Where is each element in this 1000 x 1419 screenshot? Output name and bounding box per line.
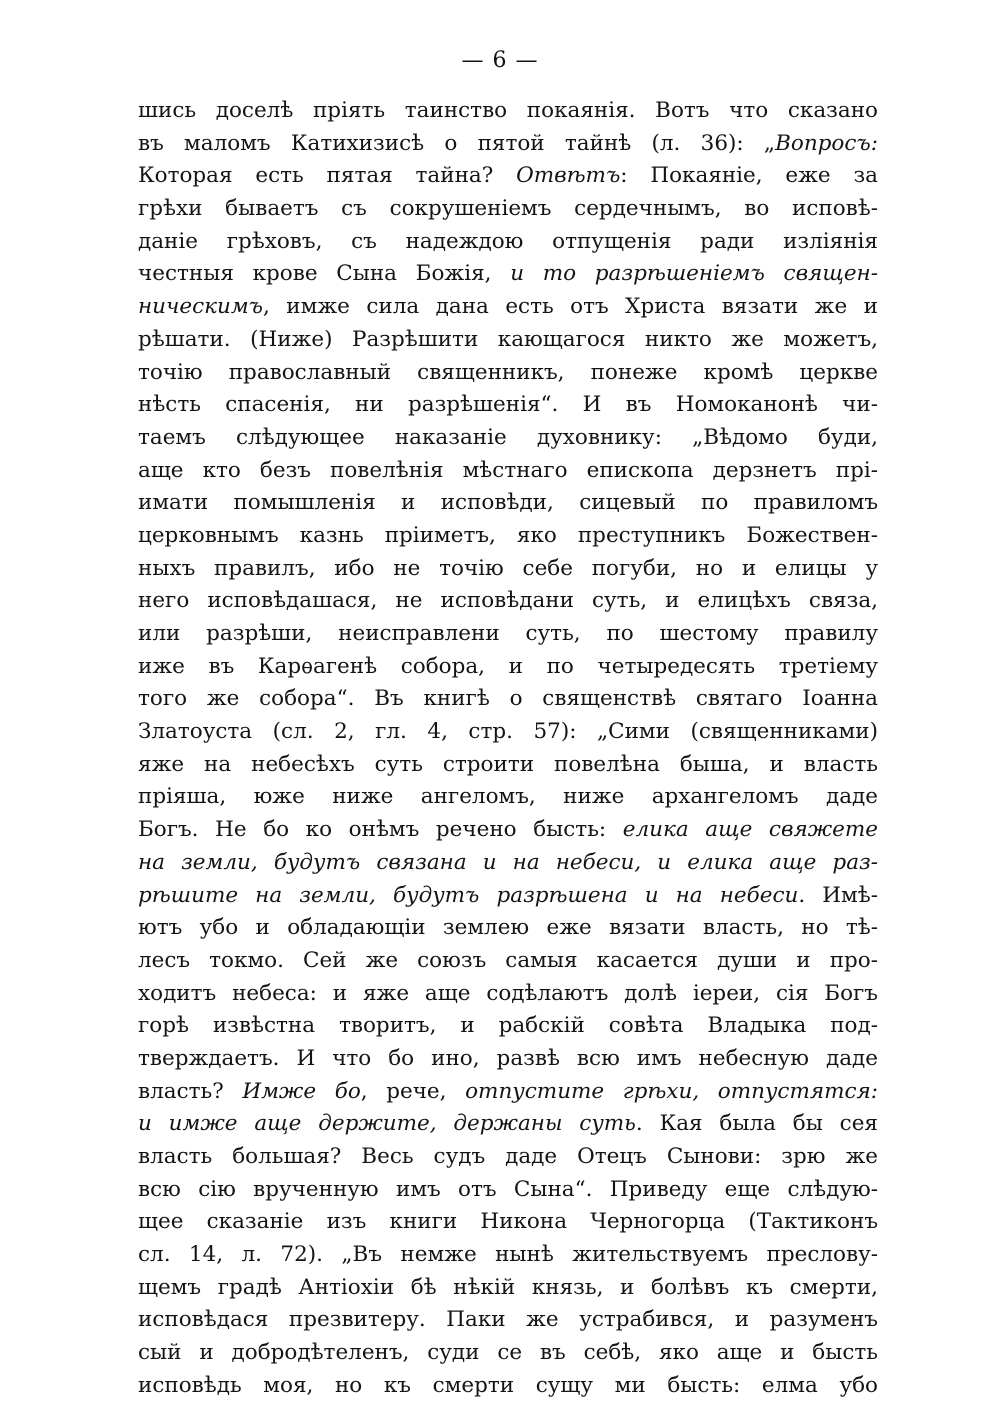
text-line [138, 1304, 878, 1337]
italic-text-segment: отпустите грѣхи, отпустятся: [465, 1078, 878, 1104]
text-line [138, 716, 878, 749]
italic-text-segment: на земли, будутъ связана и на небеси, и елика аще раз- [138, 849, 878, 875]
text-segment: щемъ градѣ Антіохіи бѣ нѣкій князь, и болѣвъ къ смерти, [138, 1274, 878, 1300]
text-segment: Которая есть пятая тайна? [138, 163, 517, 189]
text-line [138, 814, 878, 847]
text-line [138, 95, 878, 128]
text-line [138, 1043, 878, 1076]
text-segment: тверждаетъ. И что бо ино, развѣ всю имъ небесную даде [138, 1045, 878, 1071]
text-line [138, 1337, 878, 1370]
text-segment: въ маломъ Катихизисѣ о пятой тайнѣ (л. 36): „ [138, 130, 776, 156]
text-segment: точію православный священникъ, понеже кромѣ церкве [138, 359, 878, 385]
text-segment: ходитъ небеса: и яже аще содѣлаютъ долѣ іереи, сія Богъ [138, 980, 878, 1006]
text-segment: власть большая? Весь судъ даде Отецъ Сынови: зрю же [138, 1144, 878, 1169]
text-line [138, 1272, 878, 1305]
text-line [138, 749, 878, 782]
text-segment: горѣ извѣстна творитъ, и рабскій совѣта Владыка под- [138, 1013, 878, 1039]
text-segment: ютъ убо и обладающіи землею еже вязати власть, но тѣ- [138, 915, 878, 941]
text-segment: исповѣдася презвитеру. Паки же устрабився, и разуменъ [138, 1307, 878, 1333]
text-line [138, 945, 878, 978]
text-segment: сый и добродѣтеленъ, суди се въ себѣ, яко аще и бысть [138, 1340, 878, 1366]
text-segment: . Имѣ- [798, 882, 878, 908]
text-segment: ныхъ правилъ, ибо не точію себе погуби, но и елицы у [138, 555, 878, 581]
text-segment: исповѣдь моя, но къ смерти сущу ми бысть: елма убо [138, 1372, 878, 1398]
text-segment: Златоуста (сл. 2, гл. 4, стр. 57): „Сими (священниками) [138, 719, 878, 745]
text-line [138, 389, 878, 422]
text-line [138, 618, 878, 651]
italic-text-segment: елика аще свяжете [622, 817, 878, 843]
text-segment: иже въ Карѳагенѣ собора, и по четыредесять третіему [138, 653, 878, 679]
text-line [138, 585, 878, 618]
text-segment: лесъ токмо. Сей же союзъ самыя касается души и про- [138, 947, 878, 973]
text-line [138, 422, 878, 455]
italic-text-segment: и имже аще держите, держаны суть [138, 1111, 636, 1137]
text-line [138, 1174, 878, 1207]
text-segment: щее сказаніе изъ книги Никона Черногорца (Тактиконъ [138, 1209, 878, 1235]
text-line [138, 455, 878, 488]
text-line [138, 291, 878, 324]
text-line [138, 160, 878, 193]
italic-text-segment: Имже бо [242, 1078, 361, 1104]
italic-text-segment: и то разрѣшеніемъ священ- [510, 261, 878, 287]
text-line [138, 1108, 878, 1141]
text-line [138, 1239, 878, 1272]
text-line [138, 781, 878, 814]
text-segment: . Кая была бы сея [635, 1111, 878, 1137]
text-line [138, 357, 878, 390]
text-segment: церковнымъ казнь пріиметъ, яко преступникъ Божествен- [138, 522, 878, 548]
body-text [138, 95, 878, 1403]
text-segment: Богъ. Не бо ко онѣмъ речено бысть: [138, 817, 623, 843]
text-line [138, 1076, 878, 1109]
text-segment: честныя крове Сына Божія, [138, 261, 511, 287]
text-line [138, 847, 878, 880]
text-segment: , имже сила дана есть отъ Христа вязати же и [263, 294, 878, 320]
text-line [138, 1010, 878, 1043]
text-segment: власть? [138, 1078, 243, 1104]
text-segment: даніе грѣховъ, съ надеждою отпущенія ради изліянія [138, 228, 878, 254]
text-segment: него исповѣдашася, не исповѣдани суть, и елицѣхъ связа, [138, 588, 878, 614]
text-segment: грѣхи бываетъ съ сокрушеніемъ сердечнымъ, во исповѣ- [138, 196, 878, 222]
text-segment: пріяша, юже ниже ангеломъ, ниже архангеломъ даде [138, 784, 878, 810]
text-segment: яже на небесѣхъ суть строити повелѣна быша, и власть [138, 751, 878, 777]
text-segment: : Покаяніе, еже за [620, 163, 878, 189]
text-line [138, 1370, 878, 1403]
italic-text-segment: Отвѣтъ [516, 163, 621, 189]
text-line [138, 1206, 878, 1239]
text-line [138, 520, 878, 553]
text-segment: рѣшати. (Ниже) Разрѣшити кающагося никто же можетъ, [138, 326, 878, 352]
text-segment: таемъ слѣдующее наказаніе духовнику: „Вѣдомо буди, [138, 424, 878, 450]
text-segment: или разрѣши, неисправлени суть, по шестому правилу [138, 621, 878, 646]
text-segment: того же собора“. Въ книгѣ о священствѣ святаго Іоанна [138, 686, 878, 712]
text-segment: имати помышленія и исповѣди, сицевый по правиломъ [138, 490, 878, 516]
text-line [138, 978, 878, 1011]
text-line [138, 912, 878, 945]
text-line [138, 487, 878, 520]
text-segment: , рече, [360, 1078, 466, 1104]
text-line [138, 128, 878, 161]
text-segment: сл. 14, л. 72). „Въ немже нынѣ жительствуемъ преслову- [138, 1242, 878, 1268]
text-line [138, 258, 878, 291]
italic-text-segment: ническимъ [138, 294, 263, 320]
text-line [138, 651, 878, 684]
text-segment: нѣсть спасенія, ни разрѣшенія“. И въ Номоканонѣ чи- [138, 392, 878, 418]
text-segment: шись доселѣ пріять таинство покаянія. Вотъ что сказано [138, 98, 878, 123]
text-line [138, 1141, 878, 1174]
italic-text-segment: Вопросъ: [775, 130, 878, 156]
text-line [138, 683, 878, 716]
text-segment: аще кто безъ повелѣнія мѣстнаго епископа дерзнетъ прі- [138, 457, 878, 483]
text-line [138, 324, 878, 357]
italic-text-segment: рѣшите на земли, будутъ разрѣшена и на небеси [138, 882, 799, 908]
text-line [138, 226, 878, 259]
text-segment: всю сію врученную имъ отъ Сына“. Приведу еще слѣдую- [138, 1176, 878, 1202]
page-number: — 6 — [461, 48, 539, 73]
text-line [138, 553, 878, 586]
text-line [138, 880, 878, 913]
text-line [138, 193, 878, 226]
